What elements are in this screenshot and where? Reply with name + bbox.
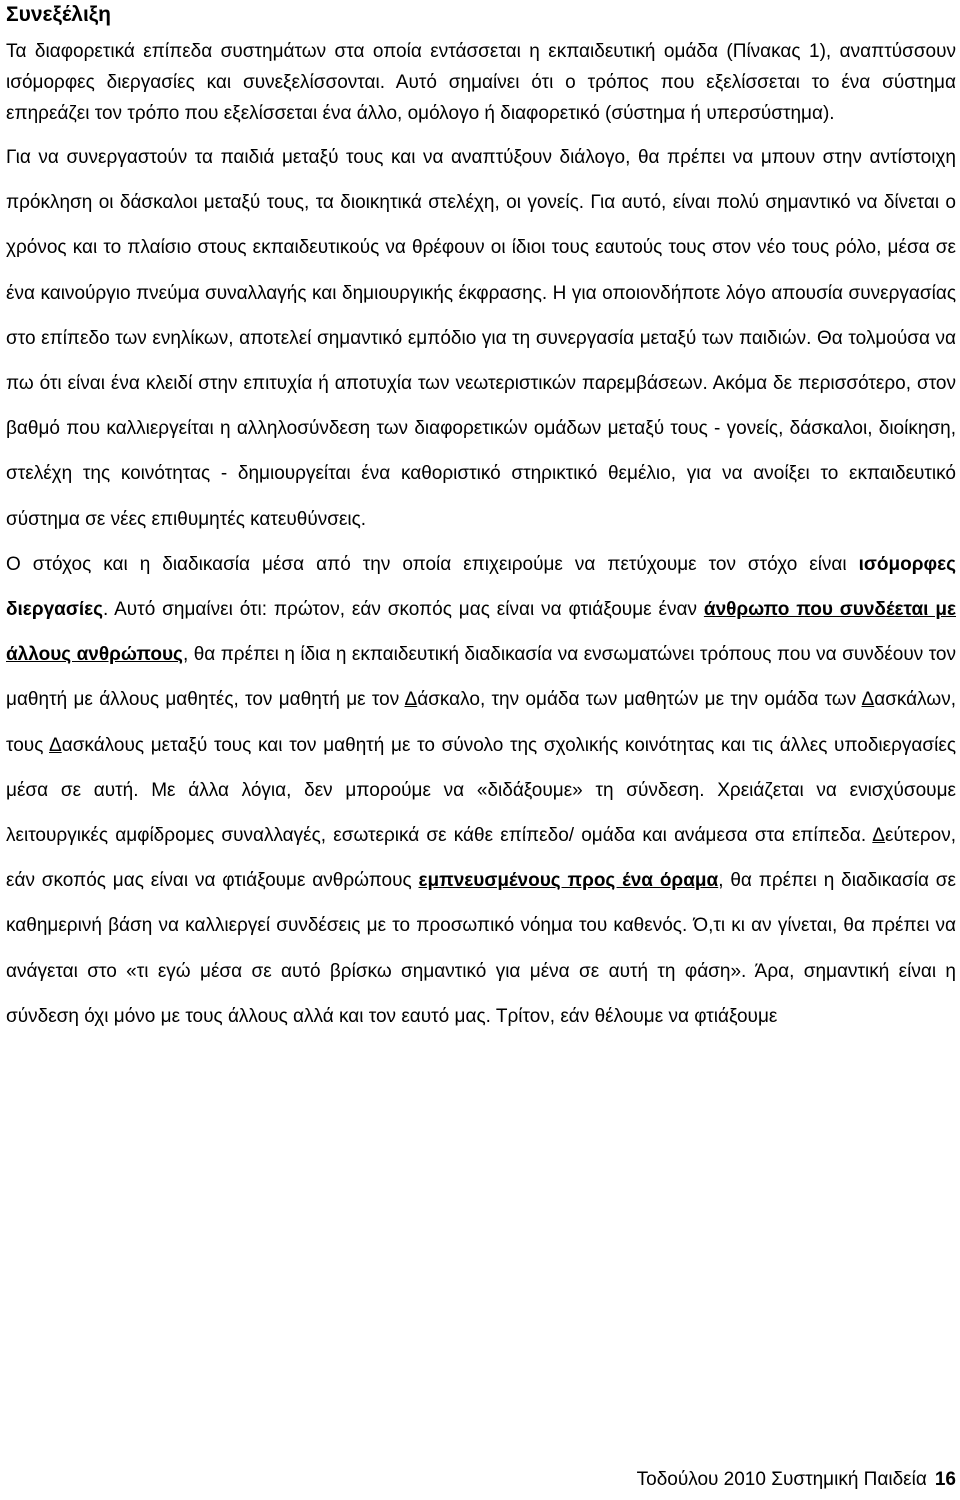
bold-phrase-inspired-vision: εμπνευσμένους προς ένα όραμα <box>418 870 719 892</box>
paragraph-3-text: ασκάλους μεταξύ τους και τον μαθητή με το σύνολο της σχολικής κοινότητας και τις άλλες υποδιεργασίες μέσα σε αυτή. Με άλλα λόγια, δεν μπορούμε να «διδάξουμε» τη σύνδεση. Χρειάζεται να ενισχύσουμε λειτουργικές αμφίδρομες συναλλαγές, εσωτερικά σε κάθε επίπεδο/ ομάδα και ανάμεσα στα επίπεδα. <box>6 734 956 847</box>
page-number: 16 <box>934 1469 956 1490</box>
paragraph-1: Τα διαφορετικά επίπεδα συστημάτων στα οποία εντάσσεται η εκπαιδευτική ομάδα (Πίνακας 1), αναπτύσσουν ισόμορφες διεργασίες και συνεξελίσσονται. Αυτό σημαίνει ότι ο τρόπος που εξελίσσεται το ένα σύστημα επηρεάζει τον τρόπο που εξελίσσεται ένα άλλο, ομόλογο ή διαφορετικό (σύστημα ή υπερσύστημα). <box>6 41 956 124</box>
paragraph-3-text: άσκαλο, την ομάδα των μαθητών με την ομάδα των <box>417 689 862 711</box>
page-footer <box>637 1465 956 1495</box>
document-page <box>6 0 956 1039</box>
paragraph-3-text: , θα πρέπει η ίδια η εκπαιδευτική διαδικασία να ενσωματώνει τρόπους που να συνδέουν τον μαθητή με άλλους μαθητές, τον μαθητή με τον <box>6 644 956 711</box>
paragraph-3-text: ασκάλων, τους <box>6 689 956 756</box>
underlined-letter: Δ <box>872 825 885 847</box>
underlined-letter: Δ <box>404 689 418 711</box>
footer-text: Τοδούλου 2010 Συστημική Παιδεία <box>636 1469 927 1490</box>
underlined-letter: Δ <box>49 734 62 756</box>
paragraph-2: Για να συνεργαστούν τα παιδιά μεταξύ τους και να αναπτύξουν διάλογο, θα πρέπει να μπουν στην αντίστοιχη πρόκληση οι δάσκαλοι μεταξύ τους, τα διοικητικά στελέχη, οι γονείς. Για αυτό, είναι πολύ σημαντικό να δίνεται ο χρόνος και το πλαίσιο στους εκπαιδευτικούς να θρέφουν οι ίδιοι τους εαυτούς τους στον νέο τους ρόλο, μέσα σε ένα καινούργιο πνεύμα συναλλαγής και δημιουργικής έκφρασης. Η για οποιονδήποτε λόγο απουσία συνεργασίας στο επίπεδο των ενηλίκων, αποτελεί σημαντικό εμπόδιο για τη συνεργασία μεταξύ των παιδιών. Θα τολμούσα να πω ότι είναι ένα κλειδί στην επιτυχία ή αποτυχία των νεωτεριστικών παρεμβάσεων. Ακόμα δε περισσότερο, στον βαθμό που καλλιεργείται η αλληλοσύνδεση των διαφορετικών ομάδων μεταξύ τους - γονείς, δάσκαλοι, διοίκηση, στελέχη της κοινότητας - δημιουργείται ένα καθοριστικό στηρικτικό θεμέλιο, για να ανοίξει το εκπαιδευτικό σύστημα σε νέες επιθυμητές κατευθύνσεις. <box>6 147 956 530</box>
paragraph-3 <box>6 542 956 1039</box>
paragraph-3-text: εύτερον, εάν σκοπός μας είναι να φτιάξουμε ανθρώπους <box>6 825 956 892</box>
underlined-letter: Δ <box>861 689 875 711</box>
bold-phrase-isomorphic-processes: ισόμορφες διεργασίες <box>6 553 956 621</box>
paragraph-3-text: . Αυτό σημαίνει ότι: πρώτον, εάν σκοπός μας είναι να φτιάξουμε έναν <box>103 599 704 621</box>
section-heading: Συνεξέλιξη <box>6 3 111 26</box>
bold-phrase-connected-person: άνθρωπο που συνδέεται με άλλους ανθρώπους <box>6 599 956 666</box>
paragraph-3-text: Ο στόχος και η διαδικασία μέσα από την οποία επιχειρούμε να πετύχουμε τον στόχο είναι <box>6 553 859 575</box>
paragraph-3-text: , θα πρέπει η διαδικασία σε καθημερινή βάση να καλλιεργεί συνδέσεις με το προσωπικό νόημα του καθενός. Ό,τι κι αν γίνεται, θα πρέπει να ανάγεται στο «τι εγώ μέσα σε αυτό βρίσκω σημαντικό για μένα σε αυτή τη φάση». Άρα, σημαντική είναι η σύνδεση όχι μόνο με τους άλλους αλλά και τον εαυτό μας. Τρίτον, εάν θέλουμε να φτιάξουμε <box>6 870 956 1027</box>
